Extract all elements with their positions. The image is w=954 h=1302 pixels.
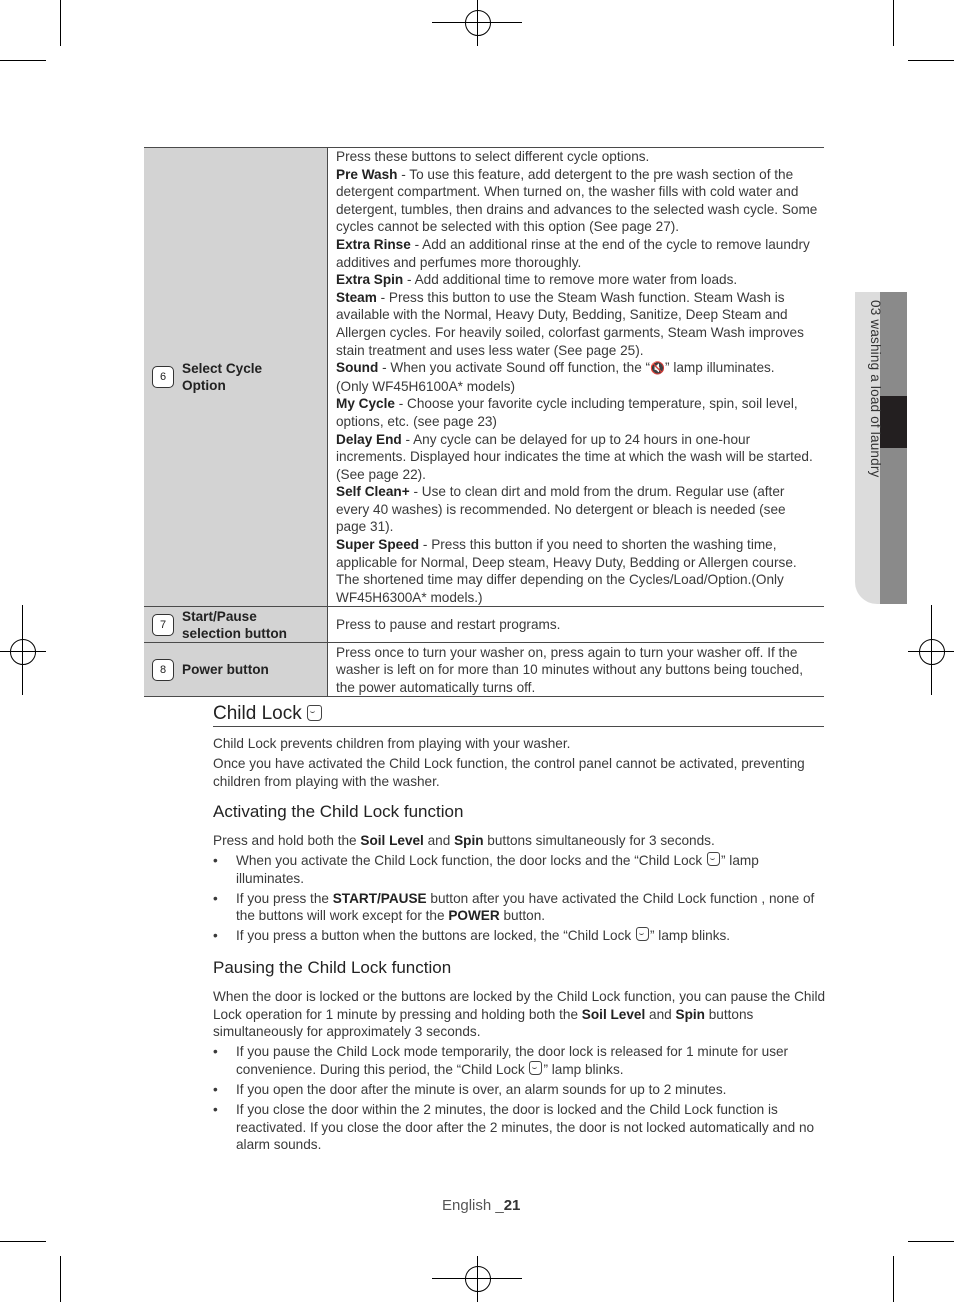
- list-item: • If you press the START/PAUSE button after you have activated the Child Lock function , none of the buttons will work except for the POWER button.: [213, 890, 824, 925]
- row-label: Select Cycle Option: [182, 361, 263, 394]
- pausing-body: When the door is locked or the buttons are locked by the Child Lock function, you can pause the Child Lock operation for 1 minute by pressing and holding both the Soil Level and Spin buttons simultaneously for approximately 3 seconds. • If you pause the Child Lock mode temporarily, the door lock is released for 1 minute for user convenience. During this period, the “Child Lock ” lamp blinks. • If you open the door after the minute is over, an alarm sounds for up to 2 minutes. • If you close the door within the 2 minutes, the door is locked and the Child Lock function is reactivated. If you close the door after the 2 minutes, the door is not locked automatically and no alarm sounds.: [213, 988, 826, 1156]
- row-description: Press once to turn your washer on, press again to turn your washer off. If the washer is left on for more than 10 minutes without any buttons being touched, the power automatically turns off.: [328, 643, 825, 697]
- list-item: • If you press a button when the buttons are locked, the “Child Lock ” lamp blinks.: [213, 927, 824, 945]
- child-lock-icon: [707, 852, 720, 866]
- pausing-title: Pausing the Child Lock function: [213, 958, 452, 977]
- row-label: Start/Pause selection button: [182, 608, 287, 641]
- activating-body: Press and hold both the Soil Level and Spin buttons simultaneously for 3 seconds. • When you activate the Child Lock function, the door locks and the “Child Lock ” lamp illuminates. • If you press the START/PAUSE button after you have activated the Child Lock function , none of the buttons will work except for the POWER button. • If you press a button when the buttons are locked, the “Child Lock ” lamp blinks.: [213, 832, 824, 948]
- list-item: • If you pause the Child Lock mode temporarily, the door lock is released for 1 minute for user convenience. During this period, the “Child Lock ” lamp blinks.: [213, 1043, 826, 1078]
- list-item: • If you close the door within the 2 minutes, the door is locked and the Child Lock function is reactivated. If you close the door after the 2 minutes, the door is not locked automatically and no alarm sounds.: [213, 1101, 826, 1154]
- table-row: [144, 607, 824, 643]
- child-lock-heading: Child Lock: [213, 703, 824, 727]
- row-number: 8: [152, 659, 174, 681]
- table-row: [144, 148, 824, 607]
- list-item: • If you open the door after the minute is over, an alarm sounds for up to 2 minutes.: [213, 1081, 826, 1099]
- row-label: Power button: [182, 662, 269, 678]
- child-lock-icon: [529, 1061, 542, 1075]
- child-lock-icon: [307, 705, 322, 721]
- list-item: • When you activate the Child Lock function, the door locks and the “Child Lock ” lamp illuminates.: [213, 852, 824, 887]
- row-description: Press to pause and restart programs.: [328, 607, 825, 643]
- page-number: 21: [503, 1197, 521, 1214]
- row-description: Press these buttons to select different cycle options. Pre Wash - To use this feature, add detergent to the pre wash section of the detergent compartment. When turned on, the washer fills with cold water and detergent, tumbles, then drains and advances to the selected wash cycle. Some cycles cannot be selected with this option (See page 27). Extra Rinse - Add an additional rinse at the end of the cycle to remove laundry additives and perfumes more thoroughly. Extra Spin - Add additional time to remove more water from loads. Steam - Press this button to use the Steam Wash function. Steam Wash is available with the Normal, Heavy Duty, Bedding, Sanitize, Deep Steam and Allergen cycles. For heavily soiled, colorfast garments, Steam Wash improves stain treatment and uses less water (See page 25). Sound - When you activate Sound off function, the “🔇” lamp illuminates. (Only WF45H6100A* models) My Cycle - Choose your favorite cycle including temperature, spin, soil level, options, etc. (see page 23) Delay End - Any cycle can be delayed for up to 24 hours in one-hour increments. Displayed hour indicates the time at which the wash will be started. (See page 22). Self Clean+ - Use to clean dirt and mold from the drum. Regular use (after every 40 washes) is recommended. No detergent or bleach is needed (see page 31). Super Speed - Press this button if you need to shorten the washing time, applicable for Normal, Deep steam, Heavy Duty, Bedding or Allergen course. The shortened time may differ depending on the Cycles/Load/Option.(Only WF45H6300A* models.): [328, 148, 825, 607]
- child-lock-icon: [636, 927, 649, 941]
- control-panel-table: [144, 147, 824, 697]
- row-number: 6: [152, 366, 174, 388]
- chapter-label: 03 washing a load of laundry: [868, 300, 883, 478]
- activating-title: Activating the Child Lock function: [213, 802, 464, 821]
- child-lock-intro: Child Lock prevents children from playing with your washer. Once you have activated the Child Lock function, the control panel cannot be activated, preventing children from playing with the washer.: [213, 736, 805, 789]
- table-row: [144, 643, 824, 697]
- row-number: 7: [152, 614, 174, 636]
- page-footer: English _21: [442, 1197, 521, 1214]
- sound-off-icon: 🔇: [650, 361, 666, 376]
